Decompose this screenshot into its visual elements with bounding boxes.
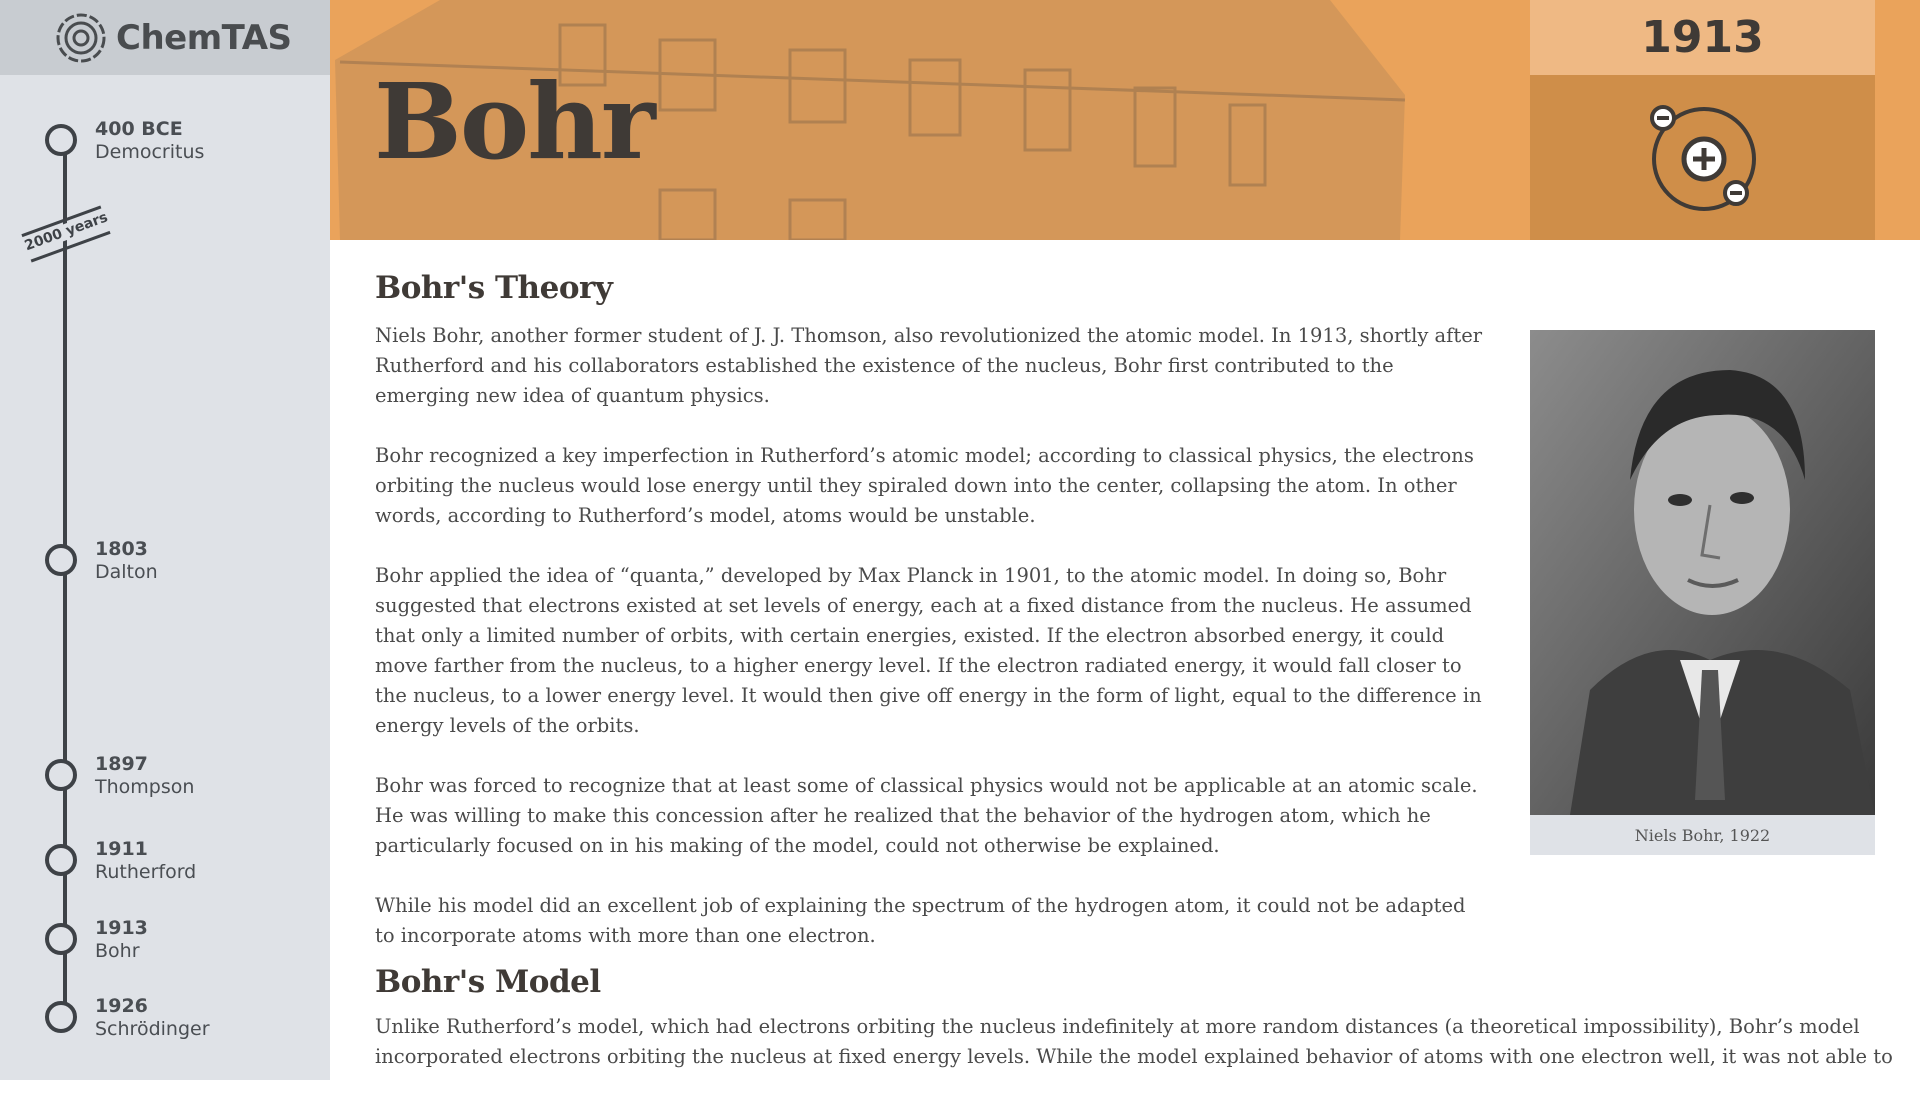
timeline-item-schrodinger[interactable] (44, 995, 324, 1043)
page-title: Bohr (374, 60, 654, 183)
timeline-name: Schrödinger (95, 1018, 210, 1040)
timeline-item-dalton[interactable] (44, 538, 324, 586)
atom-icon-box (1530, 75, 1875, 240)
timeline-break-label: 2000 years (22, 209, 110, 255)
paragraph: Unlike Rutherford’s model, which had electrons orbiting the nucleus indefinitely at more random distances (a theoretical impossibility), Bohr’s model incorporated electrons orbiting the nucleus at fixed energy levels. While the model explained behavior of atoms with one electron well, it was not able to (375, 1015, 1893, 1068)
year-label: 1913 (1641, 12, 1764, 63)
timeline-name: Thompson (95, 776, 195, 798)
atom-logo-icon (55, 12, 107, 64)
section-heading: Bohr's Model (375, 964, 601, 1000)
theory-section (375, 270, 1490, 981)
timeline-node (45, 759, 77, 791)
timeline-name: Dalton (95, 561, 158, 583)
timeline-item-rutherford[interactable] (44, 838, 324, 886)
section-heading: Bohr's Theory (375, 270, 613, 306)
year-label-box (1530, 0, 1875, 75)
timeline-sidebar (0, 0, 330, 1080)
model-section (375, 964, 1895, 1102)
timeline-item-thompson[interactable] (44, 753, 324, 801)
timeline-year: 1926 (95, 995, 148, 1017)
timeline-item-democritus[interactable] (44, 118, 324, 166)
person-portrait-icon (1530, 330, 1875, 815)
brand-name: ChemTAS (116, 18, 292, 58)
timeline-name: Bohr (95, 940, 140, 962)
timeline-year: 1913 (95, 917, 148, 939)
paragraph: Bohr was forced to recognize that at least some of classical physics would not be applicable at an atomic scale. He was willing to make this concession after he realized that the behavior of the hydrogen atom, which he particularly focused on in his making of the model, could not otherwise be explained. (375, 774, 1478, 857)
timeline-year: 400 BCE (95, 118, 183, 140)
paragraph: Niels Bohr, another former student of J. J. Thomson, also revolutionized the atomic model. In 1913, shortly after Rutherford and his collaborators established the existence of the nucleus, Bohr first contributed to the emerging new idea of quantum physics. (375, 324, 1483, 407)
paragraph: Bohr applied the idea of “quanta,” developed by Max Planck in 1901, to the atomic model. In doing so, Bohr suggested that electrons existed at set levels of energy, each at a fixed distance from the nucleus. He assumed that only a limited number of orbits, with certain energies, existed. If the electron absorbed energy, it could move farther from the nucleus, to a higher energy level. If the electron radiated energy, it would fall closer to the nucleus, to a lower energy level. It would then give off energy in the form of light, equal to the difference in energy levels of the orbits. (375, 564, 1482, 737)
brand-header[interactable] (0, 0, 330, 75)
timeline-item-bohr[interactable] (44, 917, 324, 965)
page-header (330, 0, 1920, 240)
timeline-node (45, 844, 77, 876)
portrait-figure (1530, 330, 1875, 855)
timeline-node (45, 923, 77, 955)
year-panel (1530, 0, 1875, 240)
portrait-caption: Niels Bohr, 1922 (1530, 815, 1875, 855)
portrait-image (1530, 330, 1875, 815)
timeline-year: 1897 (95, 753, 148, 775)
timeline-node (45, 124, 77, 156)
timeline-name: Rutherford (95, 861, 197, 883)
paragraph: Bohr recognized a key imperfection in Rutherford’s atomic model; according to classical physics, the electrons orbiting the nucleus would lose energy until they spiraled down into the center, collapsing the atom. In other words, according to Rutherford’s model, atoms would be unstable. (375, 444, 1474, 527)
timeline-year: 1803 (95, 538, 148, 560)
paragraph: While his model did an excellent job of explaining the spectrum of the hydrogen atom, it could not be adapted to incorporate atoms with more than one electron. (375, 894, 1466, 947)
bohr-atom-icon (1648, 103, 1760, 215)
timeline-node (45, 544, 77, 576)
timeline-year: 1911 (95, 838, 148, 860)
timeline-node (45, 1001, 77, 1033)
timeline-name: Democritus (95, 141, 205, 163)
